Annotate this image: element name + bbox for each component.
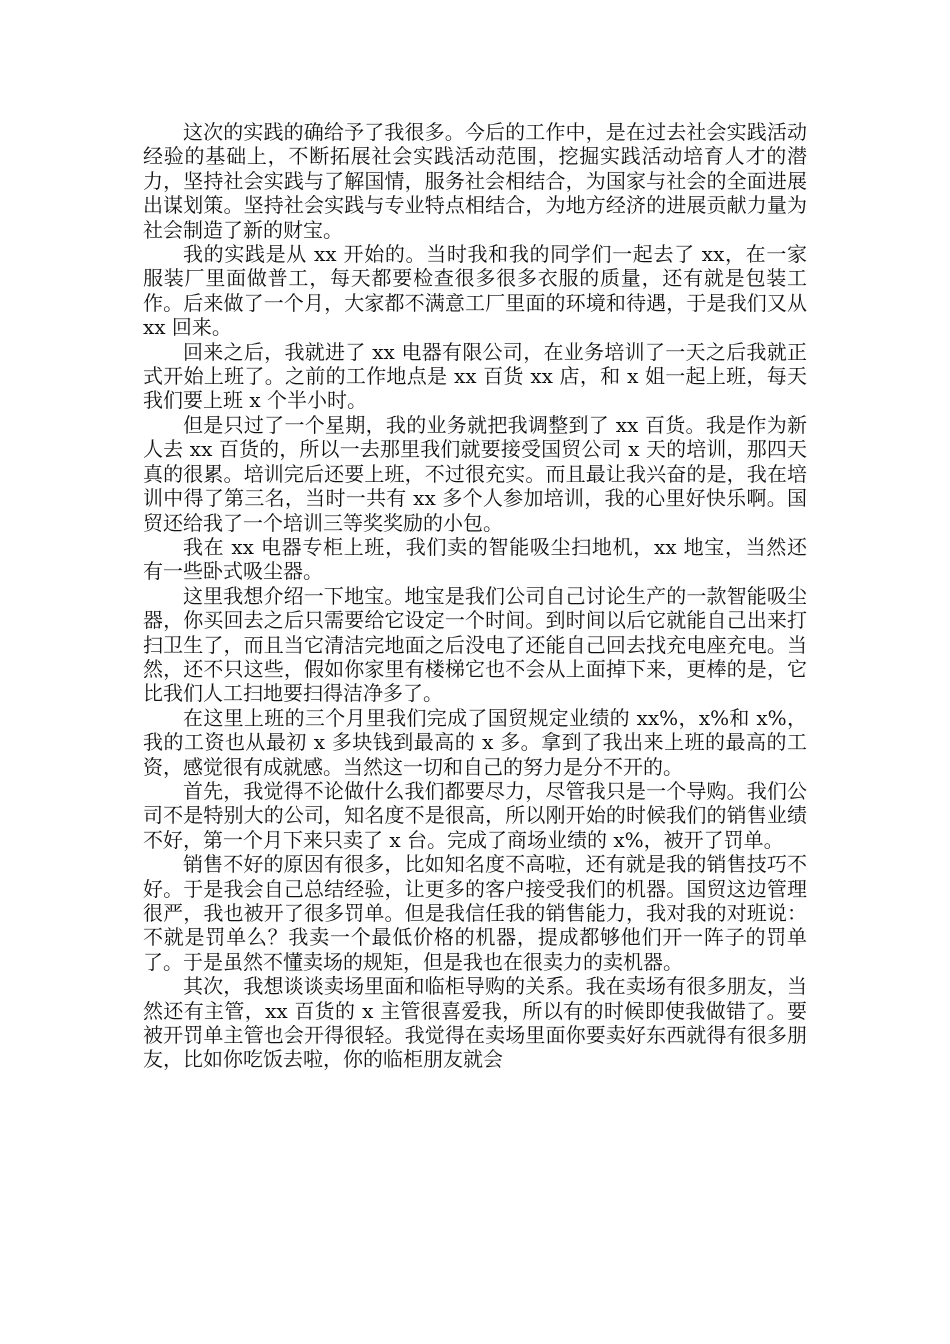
- paragraph-2: 我的实践是从 xx 开始的。当时我和我的同学们一起去了 xx，在一家服装厂里面做普工，每天都要检查很多很多衣服的质量，还有就是包装工作。后来做了一个月，大家都不满意工厂里面的环境和待遇，于是我们又从 xx 回来。: [143, 242, 807, 340]
- paragraph-9: 销售不好的原因有很多，比如知名度不高啦，还有就是我的销售技巧不好。于是我会自己总结经验，让更多的客户接受我们的机器。国贸这边管理很严，我也被开了很多罚单。但是我信任我的销售能力，我对我的对班说：不就是罚单么？我卖一个最低价格的机器，提成都够他们开一阵子的罚单了。于是虽然不懂卖场的规矩，但是我也在很卖力的卖机器。: [143, 852, 807, 974]
- paragraph-4: 但是只过了一个星期，我的业务就把我调整到了 xx 百货。我是作为新人去 xx 百货的，所以一去那里我们就要接受国贸公司 x 天的培训，那四天真的很累。培训完后还要上班，不过很充实。而且最让我兴奋的是，我在培训中得了第三名，当时一共有 xx 多个人参加培训，我的心里好快乐啊。国贸还给我了一个培训三等奖奖励的小包。: [143, 412, 807, 535]
- paragraph-7: 在这里上班的三个月里我们完成了国贸规定业绩的 xx%，x%和 x%，我的工资也从最初 x 多块钱到最高的 x 多。拿到了我出来上班的最高的工资，感觉很有成就感。当然这一切和自己的努力是分不开的。: [143, 705, 807, 779]
- paragraph-1: 这次的实践的确给予了我很多。今后的工作中，是在过去社会实践活动经验的基础上，不断拓展社会实践活动范围，挖掘实践活动培育人才的潜力，坚持社会实践与了解国情，服务社会相结合，为国家与社会的全面进展出谋划策。坚持社会实践与专业特点相结合，为地方经济的进展贡献力量为社会制造了新的财宝。: [143, 120, 807, 242]
- paragraph-3: 回来之后，我就进了 xx 电器有限公司，在业务培训了一天之后我就正式开始上班了。之前的工作地点是 xx 百货 xx 店，和 x 姐一起上班，每天我们要上班 x 个半小时。: [143, 339, 807, 413]
- paragraph-8: 首先，我觉得不论做什么我们都要尽力，尽管我只是一个导购。我们公司不是特别大的公司，知名度不是很高，所以刚开始的时候我们的销售业绩不好，第一个月下来只卖了 x 台。完成了商场业绩的 x%，被开了罚单。: [143, 778, 807, 852]
- document-body: [143, 120, 807, 1072]
- paragraph-5: 我在 xx 电器专柜上班，我们卖的智能吸尘扫地机，xx 地宝，当然还有一些卧式吸尘器。: [143, 534, 807, 584]
- paragraph-6: 这里我想介绍一下地宝。地宝是我们公司自己讨论生产的一款智能吸尘器，你买回去之后只需要给它设定一个时间。到时间以后它就能自己出来打扫卫生了，而且当它清洁完地面之后没电了还能自己回去找充电座充电。当然，还不只这些，假如你家里有楼梯它也不会从上面掉下来，更棒的是，它比我们人工扫地要扫得洁净多了。: [143, 583, 807, 706]
- paragraph-10: 其次，我想谈谈卖场里面和临柜导购的关系。我在卖场有很多朋友，当然还有主管，xx 百货的 x 主管很喜爱我，所以有的时候即使我做错了。要被开罚单主管也会开得很轻。我觉得在卖场里面你要卖好东西就得有很多朋友，比如你吃饭去啦，你的临柜朋友就会: [143, 974, 807, 1072]
